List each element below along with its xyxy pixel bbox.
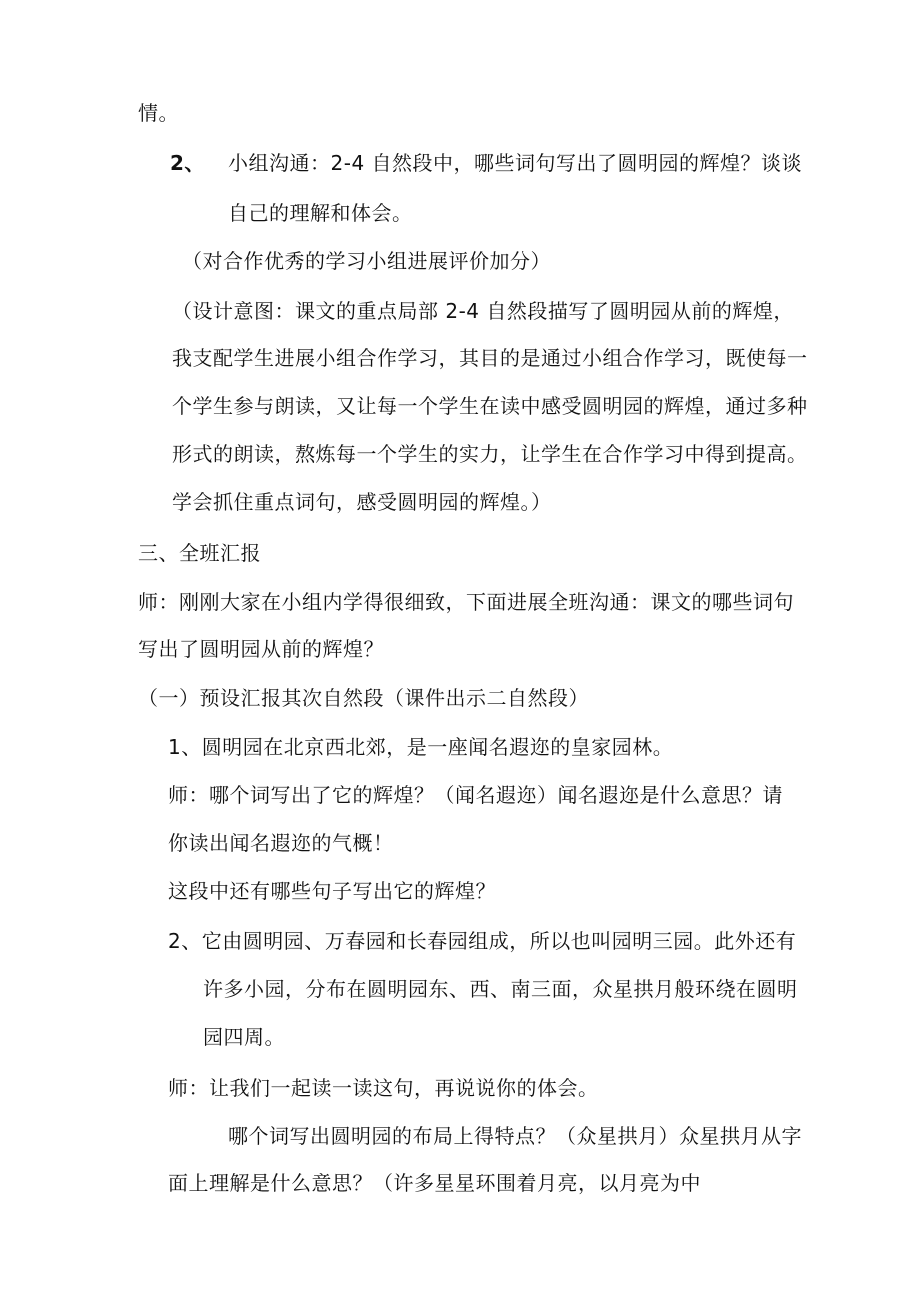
text-line: 形式的朗读，熬炼每一个学生的实力，让学生在合作学习中得到提高。	[172, 442, 808, 466]
text-line: 你读出闻名遐迩的气概！	[168, 831, 394, 855]
text-line: （对合作优秀的学习小组进展评价加分）	[182, 249, 551, 273]
text-line: 个学生参与朗读，又让每一个学生在读中感受圆明园的辉煌，通过多种	[172, 394, 808, 418]
text-line: 这段中还有哪些句子写出它的辉煌？	[168, 879, 496, 903]
text-line: 写出了圆明园从前的辉煌？	[138, 637, 384, 661]
text-line: 哪个词写出圆明园的布局上得特点？（众星拱月）众星拱月从字	[228, 1124, 802, 1148]
text-line: （设计意图：课文的重点局部 2-4 自然段描写了圆明园从前的辉煌，	[172, 299, 794, 323]
text-line: 2、它由圆明园、万春园和长春园组成，所以也叫园明三园。此外还有	[168, 929, 797, 953]
text-line: 许多小园，分布在圆明园东、西、南三面，众星拱月般环绕在圆明	[203, 977, 798, 1001]
list-number: 2、	[170, 151, 205, 175]
text-line: 师：让我们一起读一读这句，再说说你的体会。	[168, 1076, 599, 1100]
section-heading: 三、全班汇报	[138, 541, 261, 565]
text-line: 学会抓住重点词句，感受圆明园的辉煌。）	[172, 490, 552, 514]
text-line: 1、圆明园在北京西北郊，是一座闻名遐迩的皇家园林。	[168, 735, 674, 759]
text-line: 面上理解是什么意思？（许多星星环围着月亮，以月亮为中	[168, 1171, 701, 1195]
text-line: 我支配学生进展小组合作学习，其目的是通过小组合作学习，既使每一	[172, 346, 808, 370]
subsection-heading: （一）预设汇报其次自然段（课件出示二自然段）	[138, 686, 589, 710]
text-line: 自己的理解和体会。	[228, 201, 413, 225]
text-line: 师：刚刚大家在小组内学得很细致，下面进展全班沟通：课文的哪些词句	[138, 590, 794, 614]
text-line: 师：哪个词写出了它的辉煌？（闻名遐迩）闻名遐迩是什么意思？请	[168, 783, 783, 807]
text-line: 小组沟通：2-4 自然段中，哪些词句写出了圆明园的辉煌？谈谈	[228, 151, 803, 175]
text-line: 园四周。	[203, 1025, 285, 1049]
text-line: 情。	[138, 101, 179, 125]
